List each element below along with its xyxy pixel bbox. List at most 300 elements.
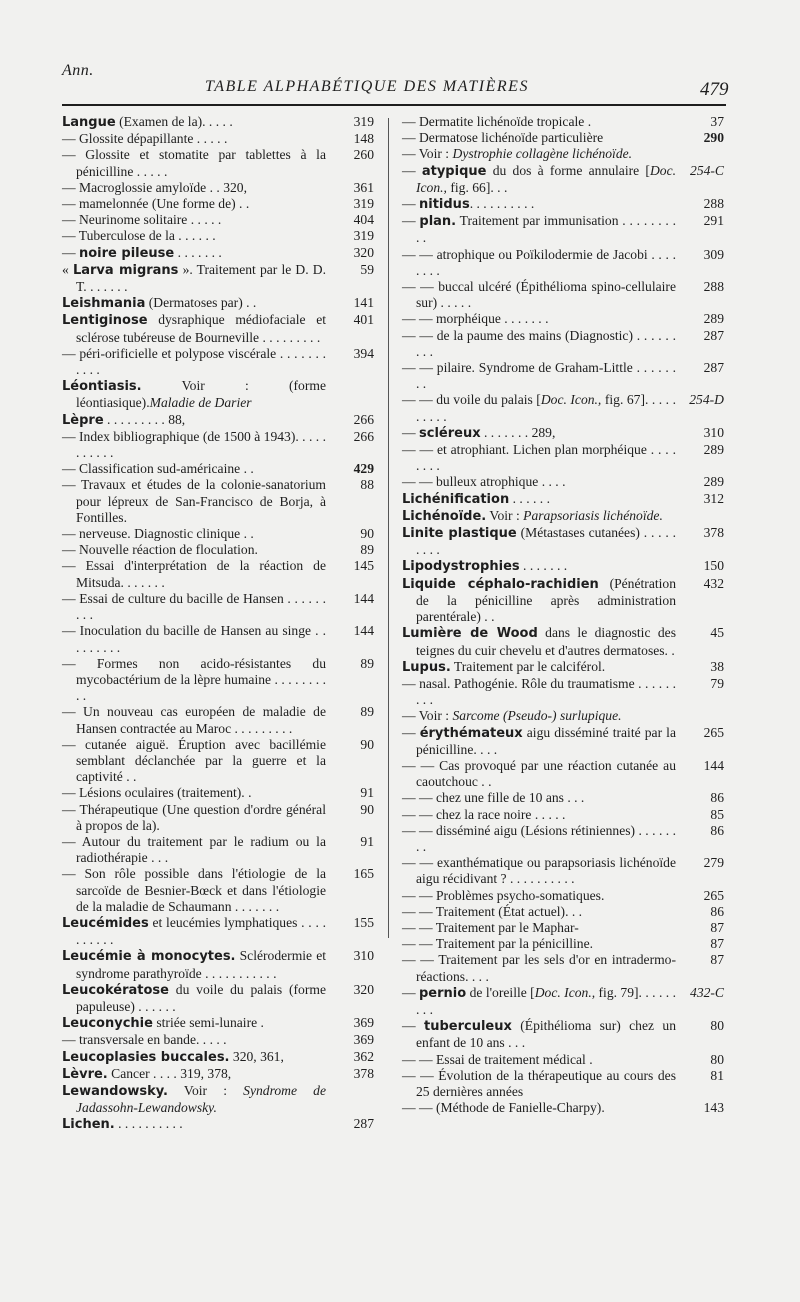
index-entry-text xyxy=(402,725,676,758)
entry-text: — — Problèmes psycho-somatiques. xyxy=(402,887,605,903)
index-entry xyxy=(402,904,724,920)
page-ref: 289 xyxy=(703,311,724,327)
entry-text: dysraphique médiofaciale et sclérose tubéreuse de Bourneville . . . . . . . . . xyxy=(76,312,326,345)
index-entry-text xyxy=(402,196,676,213)
index-entry xyxy=(402,558,724,575)
left-column xyxy=(62,114,374,1134)
entry-text: — xyxy=(402,162,422,178)
entry-text: . . . . . . . xyxy=(174,244,222,260)
index-entry xyxy=(62,378,374,411)
index-entry-text xyxy=(62,623,326,655)
index-entry xyxy=(402,920,724,936)
entry-text: — — du voile du palais [ xyxy=(402,392,541,408)
index-entry-text xyxy=(62,295,326,312)
entry-text: — mamelonnée (Une forme de) . . xyxy=(62,196,250,212)
page-ref: 90 xyxy=(360,526,374,542)
entry-text: — Lésions oculaires (traitement). . xyxy=(62,785,252,801)
entry-text: — — Traitement par les sels d'or en intradermo-réactions. . . . xyxy=(402,952,676,984)
index-entry xyxy=(62,737,374,786)
index-entry xyxy=(402,247,724,279)
entry-text: (Dermatoses par) . . xyxy=(145,295,257,311)
headword: nitidus xyxy=(419,197,470,213)
index-entry xyxy=(62,1083,374,1116)
entry-text: — xyxy=(402,1018,424,1034)
entry-text: de l'oreille [ xyxy=(466,984,535,1000)
index-entry-text xyxy=(402,1068,676,1100)
entry-text: — — chez une fille de 10 ans . . . xyxy=(402,790,585,806)
index-entry-text xyxy=(62,866,326,915)
index-entry-text xyxy=(62,1049,326,1066)
index-entry xyxy=(62,147,374,179)
entry-text: — Classification sud-américaine . . xyxy=(62,461,254,477)
index-entry xyxy=(62,591,374,623)
header-rule xyxy=(62,104,726,106)
index-entry-text xyxy=(402,659,676,676)
page-ref: 38 xyxy=(710,658,724,674)
headword: Leucoplasies buccales. xyxy=(62,1049,230,1065)
index-entry-text xyxy=(402,576,676,626)
page-ref: 289 xyxy=(703,474,724,490)
page-ref: 279 xyxy=(703,855,724,871)
entry-text: (Métastases cutanées) . . . . . . . . . xyxy=(416,525,677,558)
index-entry xyxy=(402,1100,724,1116)
index-entry xyxy=(62,477,374,526)
index-entry-text xyxy=(62,558,326,590)
index-entry xyxy=(402,491,724,508)
index-entry-text xyxy=(62,412,326,429)
headword: Larva migrans xyxy=(72,262,179,278)
entry-text: Cancer . . . . 319, 378, xyxy=(107,1065,232,1081)
page-ref: 81 xyxy=(710,1067,724,1083)
entry-text: — — disséminé aigu (Lésions rétiniennes) . . . . . . . . xyxy=(402,822,676,854)
page-ref: 310 xyxy=(703,424,724,440)
index-entry xyxy=(62,346,374,378)
index-entry xyxy=(402,311,724,327)
index-entry xyxy=(402,360,724,392)
index-entry-text xyxy=(402,392,676,424)
index-entry xyxy=(62,834,374,866)
entry-text: — nerveuse. Diagnostic clinique . . xyxy=(62,526,254,542)
index-entry-text xyxy=(62,948,326,981)
entry-text: striée semi-lunaire . xyxy=(152,1015,264,1031)
entry-text: Traitement par immunisation . . . . . . . . . . xyxy=(416,213,676,246)
page-ref: 165 xyxy=(353,866,374,882)
entry-text: — transversale en bande. . . . . xyxy=(62,1032,227,1048)
page-ref: 37 xyxy=(710,114,724,129)
index-entry-text xyxy=(402,279,676,311)
page-ref: 143 xyxy=(703,1100,724,1116)
index-entry-text xyxy=(62,196,326,212)
entry-text: — Macroglossie amyloïde . . 320, xyxy=(62,179,247,195)
index-entry xyxy=(62,558,374,590)
entry-text: — xyxy=(402,424,419,440)
index-entry xyxy=(62,228,374,244)
page-ref: 88 xyxy=(360,477,374,493)
page-ref: 309 xyxy=(703,246,724,262)
index-entry-text xyxy=(402,708,676,724)
index-entry xyxy=(62,656,374,705)
headword: Liquide céphalo-rachidien xyxy=(402,576,599,592)
index-entry-text xyxy=(62,114,326,131)
page-ref: 432-C xyxy=(690,984,724,1000)
italic-ref: Sarcome (Pseudo-) surlupique. xyxy=(452,708,622,724)
index-entry-text xyxy=(402,920,676,936)
index-entry-text xyxy=(62,228,326,244)
index-entry-text xyxy=(62,180,326,196)
entry-text: — — exanthématique ou parapsoriasis lichénoïde aigu récidivant ? . . . . . . . . . . xyxy=(402,855,676,887)
entry-text: — cutanée aiguë. Éruption avec bacillémie semblant déclanchée par la guerre et la captivité . . xyxy=(62,736,326,785)
index-entry-text xyxy=(62,131,326,147)
index-entry xyxy=(402,114,724,130)
index-entry-text xyxy=(402,823,676,855)
entry-text: — — Traitement par la pénicilline. xyxy=(402,936,594,952)
index-entry-text xyxy=(402,985,676,1018)
page-ref: 310 xyxy=(353,948,374,964)
page-ref: 155 xyxy=(353,914,374,930)
index-entry-text xyxy=(402,676,676,708)
italic-ref: Dystrophie collagène lichénoïde. xyxy=(452,146,633,162)
entry-text: — xyxy=(402,213,420,229)
index-entry xyxy=(402,1068,724,1100)
page-ref: 144 xyxy=(703,757,724,773)
entry-text: — Son rôle possible dans l'étiologie de la sarcoïde de Besnier-Bœck et dans l'étiologie de la maladie de Schaumann . . . . . . . xyxy=(62,866,326,914)
index-entry-text xyxy=(62,704,326,736)
index-entry xyxy=(62,1032,374,1048)
page-ref: 287 xyxy=(703,327,724,343)
headword: Lichénoïde. xyxy=(402,508,487,524)
index-entry-text xyxy=(402,952,676,984)
headword: érythémateux xyxy=(419,725,523,741)
entry-text: — nasal. Pathogénie. Rôle du traumatisme . . . . . . . . . xyxy=(402,675,676,708)
page-ref: 141 xyxy=(353,295,374,311)
index-entry xyxy=(402,442,724,474)
entry-text: — xyxy=(402,984,419,1000)
index-entry xyxy=(62,785,374,801)
page-ref: 288 xyxy=(703,196,724,212)
page-ref: 369 xyxy=(353,1032,374,1048)
page-ref: 288 xyxy=(703,279,724,295)
running-head: TABLE ALPHABÉTIQUE DES MATIÈRES xyxy=(205,78,529,95)
index-entry xyxy=(402,146,724,162)
entry-text: . . . . . . . . . . xyxy=(114,1116,183,1132)
index-entry-text xyxy=(62,1015,326,1032)
headword: Leucémie à monocytes. xyxy=(62,949,236,965)
index-entry xyxy=(62,180,374,196)
italic-ref: Syndrome de Jadassohn-Lewandowsky. xyxy=(76,1082,326,1116)
page-ref: 378 xyxy=(353,1065,374,1081)
entry-text: dans le diagnostic des teignes du cuir chevelu et d'autres dermatoses. . xyxy=(416,625,676,658)
index-entry-text xyxy=(62,312,326,345)
index-entry-text xyxy=(402,790,676,806)
entry-text: — Inoculation du bacille de Hansen au singe . . . . . . . . . xyxy=(62,623,326,655)
index-entry-text xyxy=(62,1032,326,1048)
page-ref: 150 xyxy=(703,558,724,574)
entry-text: Voir : xyxy=(168,1082,244,1098)
entry-text: — — Évolution de la thérapeutique au cours des 25 dernières années xyxy=(402,1067,676,1099)
entry-text: — — morphéique . . . . . . . xyxy=(402,311,549,327)
page-ref: 85 xyxy=(710,806,724,822)
headword: Leuconychie xyxy=(62,1016,153,1032)
page-ref: 291 xyxy=(703,213,724,229)
entry-text: — — de la paume des mains (Diagnostic) . . . . . . . . . xyxy=(402,327,676,359)
page-ref: 86 xyxy=(710,790,724,806)
page-ref: 320 xyxy=(353,244,374,260)
index-entry xyxy=(62,262,374,295)
index-entry-text xyxy=(62,834,326,866)
entry-text: — — Traitement par le Maphar- xyxy=(402,919,579,935)
index-entry-text xyxy=(62,526,326,542)
page-ref: 290 xyxy=(703,130,724,146)
index-entry xyxy=(62,312,374,345)
index-entry-text xyxy=(402,525,676,558)
page-ref: 254-D xyxy=(689,392,724,408)
headword: Lipodystrophies xyxy=(402,559,520,575)
index-entry-text xyxy=(62,737,326,786)
index-entry-text xyxy=(62,346,326,378)
index-entry xyxy=(402,213,724,246)
page-ref: 59 xyxy=(360,261,374,277)
index-entry-text xyxy=(402,425,676,442)
index-entry-text xyxy=(62,1066,326,1083)
index-entry-text xyxy=(62,477,326,526)
entry-text: — Essai d'interprétation de la réaction de Mitsuda. . . . . . . xyxy=(62,558,326,590)
index-entry xyxy=(402,676,724,708)
right-column xyxy=(402,114,724,1116)
page-ref: 319 xyxy=(353,114,374,129)
index-entry-text xyxy=(62,212,326,228)
index-entry-text xyxy=(402,558,676,575)
index-entry-text xyxy=(402,146,676,162)
page-ref: 87 xyxy=(710,952,724,968)
entry-text: du voile du palais (forme papuleuse) . . . . . . xyxy=(76,981,326,1014)
page-ref: 45 xyxy=(710,625,724,641)
page-ref: 429 xyxy=(353,461,374,477)
entry-text: « xyxy=(62,261,73,277)
index-entry-text xyxy=(62,429,326,461)
index-entry-text xyxy=(402,442,676,474)
index-entry xyxy=(402,725,724,758)
index-entry xyxy=(402,474,724,490)
index-entry-text xyxy=(402,114,676,130)
index-entry-text xyxy=(62,915,326,948)
entry-text: 320, 361, xyxy=(229,1048,284,1064)
entry-text: — péri-orificielle et polypose viscérale . . . . . . . . . . . xyxy=(62,345,326,378)
entry-text: — Dermatose lichénoïde particulière xyxy=(402,130,604,146)
index-entry-text xyxy=(62,802,326,834)
index-entry-text xyxy=(402,807,676,823)
index-entry xyxy=(62,295,374,312)
entry-text: — xyxy=(62,244,79,260)
index-entry xyxy=(402,279,724,311)
page-ref: 148 xyxy=(353,131,374,147)
entry-text: — Glossite dépapillante . . . . . xyxy=(62,131,228,147)
entry-text: — Autour du traitement par le radium ou la radiothérapie . . . xyxy=(62,833,326,866)
page-ref: 289 xyxy=(703,442,724,458)
page-ref: 369 xyxy=(353,1015,374,1031)
entry-text: — — atrophique ou Poïkilodermie de Jacobi . . . . . . . . xyxy=(402,246,676,278)
index-entry xyxy=(62,915,374,948)
page-ref: 79 xyxy=(710,675,724,691)
entry-text: . . . . . . . xyxy=(519,558,568,574)
entry-text: — — buccal ulcéré (Épithélioma spino-cellulaire sur) . . . . . xyxy=(402,279,676,311)
entry-text: — Voir : xyxy=(402,146,453,162)
entry-text: Voir : xyxy=(486,507,524,523)
page-ref: 89 xyxy=(360,542,374,558)
index-entry xyxy=(402,625,724,658)
entry-text: du dos à forme annulaire [ xyxy=(486,162,650,178)
page-ref: 320 xyxy=(353,981,374,997)
headword: Lentiginose xyxy=(62,313,148,329)
entry-text: aigu disséminé traité par la pénicilline. . . . xyxy=(416,724,676,757)
headword: Lumière de Wood xyxy=(402,626,538,642)
page-ref: 266 xyxy=(353,428,374,444)
index-entry-text xyxy=(62,542,326,558)
headword: atypique xyxy=(421,163,487,179)
page-ref: 266 xyxy=(353,411,374,427)
index-entry xyxy=(62,802,374,834)
index-entry xyxy=(402,807,724,823)
headword: noire pileuse xyxy=(79,245,175,261)
index-entry xyxy=(402,576,724,626)
index-entry-text xyxy=(402,311,676,327)
index-entry xyxy=(402,1052,724,1068)
entry-text: ». Traitement par le D. D. T. . . . . . . xyxy=(76,261,327,295)
headword: Lichen. xyxy=(62,1117,115,1133)
headword: Leucémides xyxy=(62,915,149,931)
italic-ref: Doc. Icon., xyxy=(534,984,596,1000)
entry-text: . . . . . . xyxy=(509,490,550,506)
page-ref: 404 xyxy=(353,212,374,228)
index-entry-text xyxy=(62,461,326,477)
index-entry-text xyxy=(62,785,326,801)
index-entry xyxy=(62,1015,374,1032)
entry-text: et leucémies lymphatiques . . . . . . . . . . xyxy=(76,914,326,948)
index-entry-text xyxy=(402,247,676,279)
entry-text: Sclérodermie et syndrome parathyroïde . . . . . . . . . . . xyxy=(76,948,326,981)
page-ref: 287 xyxy=(353,1116,374,1132)
index-entry xyxy=(62,948,374,981)
index-entry-text xyxy=(62,982,326,1015)
entry-text: (Épithélioma sur) chez un enfant de 10 ans . . . xyxy=(416,1018,676,1051)
index-entry-text xyxy=(402,474,676,490)
index-entry xyxy=(402,392,724,424)
index-entry xyxy=(62,542,374,558)
page-ref: 87 xyxy=(710,936,724,952)
headword: Lupus. xyxy=(402,659,451,675)
entry-text: (Pénétration de la pénicilline après administration parentérale) . . xyxy=(416,575,676,625)
index-entry-text xyxy=(402,758,676,790)
entry-text: — xyxy=(402,724,420,740)
page-ref: 319 xyxy=(353,196,374,212)
index-entry-text xyxy=(402,625,676,658)
index-entry-text xyxy=(62,1116,326,1133)
entry-text: (forme léontiasique). xyxy=(76,378,326,411)
page-ref: 265 xyxy=(703,724,724,740)
entry-text: — Formes non acido-résistantes du mycobactérium de la lèpre humaine . . . . . . . . . . xyxy=(62,655,326,704)
entry-text: — — Traitement (État actuel). . . xyxy=(402,903,583,919)
page-ref: 287 xyxy=(703,360,724,376)
headword: Lèvre. xyxy=(62,1066,108,1082)
headword: Leucokératose xyxy=(62,982,169,998)
entry-text: fig. 67]. . . . . . . . . . xyxy=(416,392,676,424)
index-entry-text xyxy=(402,508,676,525)
headword: Léontiasis. xyxy=(62,379,142,395)
entry-text: — Nouvelle réaction de floculation. xyxy=(62,542,258,558)
index-entry xyxy=(402,790,724,806)
entry-text: — — pilaire. Syndrome de Graham-Little . . . . . . . . xyxy=(402,360,676,392)
index-entry xyxy=(402,130,724,146)
headword: plan. xyxy=(419,214,457,230)
index-entry xyxy=(62,114,374,131)
page-ref: 144 xyxy=(353,623,374,639)
entry-text: — Un nouveau cas européen de maladie de Hansen contractée au Maroc . . . . . . . . . xyxy=(62,704,326,736)
headword: scléreux xyxy=(419,425,481,441)
entry-text: . . . . . . . . . . xyxy=(469,196,535,212)
page-ref: 89 xyxy=(360,655,374,671)
index-entry-text xyxy=(402,163,676,196)
page-ref: 254-C xyxy=(690,162,724,178)
entry-text: — Tuberculose de la . . . . . . xyxy=(62,228,216,244)
index-entry xyxy=(62,982,374,1015)
entry-text: — Neurinome solitaire . . . . . xyxy=(62,212,222,228)
italic-ref: Parapsoriasis lichénoïde. xyxy=(523,507,663,523)
page-ref: 91 xyxy=(360,785,374,801)
entry-text: . . . . . . . . . 88, xyxy=(103,411,186,427)
page-ref: 90 xyxy=(360,736,374,752)
entry-text: — — et atrophiant. Lichen plan morphéique . . . . . . . . xyxy=(402,442,676,474)
page-number: 479 xyxy=(700,79,729,100)
index-entry-text xyxy=(402,213,676,246)
entry-text: — Glossite et stomatite par tablettes à la pénicilline . . . . . xyxy=(62,147,326,179)
index-entry xyxy=(62,412,374,429)
page-ref: 394 xyxy=(353,345,374,361)
index-entry-text xyxy=(402,936,676,952)
index-entry xyxy=(62,245,374,262)
page-ref: 80 xyxy=(710,1051,724,1067)
page-ref: 87 xyxy=(710,919,724,935)
page-ref: 401 xyxy=(353,312,374,328)
entry-text: . . . . . . . 289, xyxy=(480,424,556,440)
column-divider xyxy=(388,118,389,938)
headword: Lichénification xyxy=(402,491,510,507)
index-entry xyxy=(402,196,724,213)
page-ref: 260 xyxy=(353,147,374,163)
entry-text: — — Essai de traitement médical . xyxy=(402,1051,593,1067)
index-entry xyxy=(62,1116,374,1133)
index-entry xyxy=(402,952,724,984)
entry-text: — — bulleux atrophique . . . . xyxy=(402,474,566,490)
index-entry xyxy=(402,163,724,196)
entry-text: fig. 79]. . . . . . . . . xyxy=(416,984,676,1017)
entry-text: — — chez la race noire . . . . . xyxy=(402,806,566,822)
index-entry xyxy=(62,526,374,542)
entry-text: — Travaux et études de la colonie-sanatorium pour lépreux de San-Francisco de Borja, à Fontilles. xyxy=(62,477,326,525)
headword: Linite plastique xyxy=(402,526,517,542)
index-entry xyxy=(62,1066,374,1083)
index-entry xyxy=(402,708,724,724)
entry-text: — — Cas provoqué par une réaction cutanée au caoutchouc . . xyxy=(402,757,676,790)
index-entry xyxy=(402,985,724,1018)
page-ref: 86 xyxy=(710,903,724,919)
entry-text: Voir : xyxy=(141,378,289,394)
page-ref: 80 xyxy=(710,1018,724,1034)
page-ref: 361 xyxy=(353,179,374,195)
index-entry xyxy=(62,704,374,736)
index-entry-text xyxy=(62,591,326,623)
entry-text: — Thérapeutique (Une question d'ordre général à propos de la). xyxy=(62,801,326,833)
page-ref: 91 xyxy=(360,833,374,849)
index-entry-text xyxy=(402,360,676,392)
